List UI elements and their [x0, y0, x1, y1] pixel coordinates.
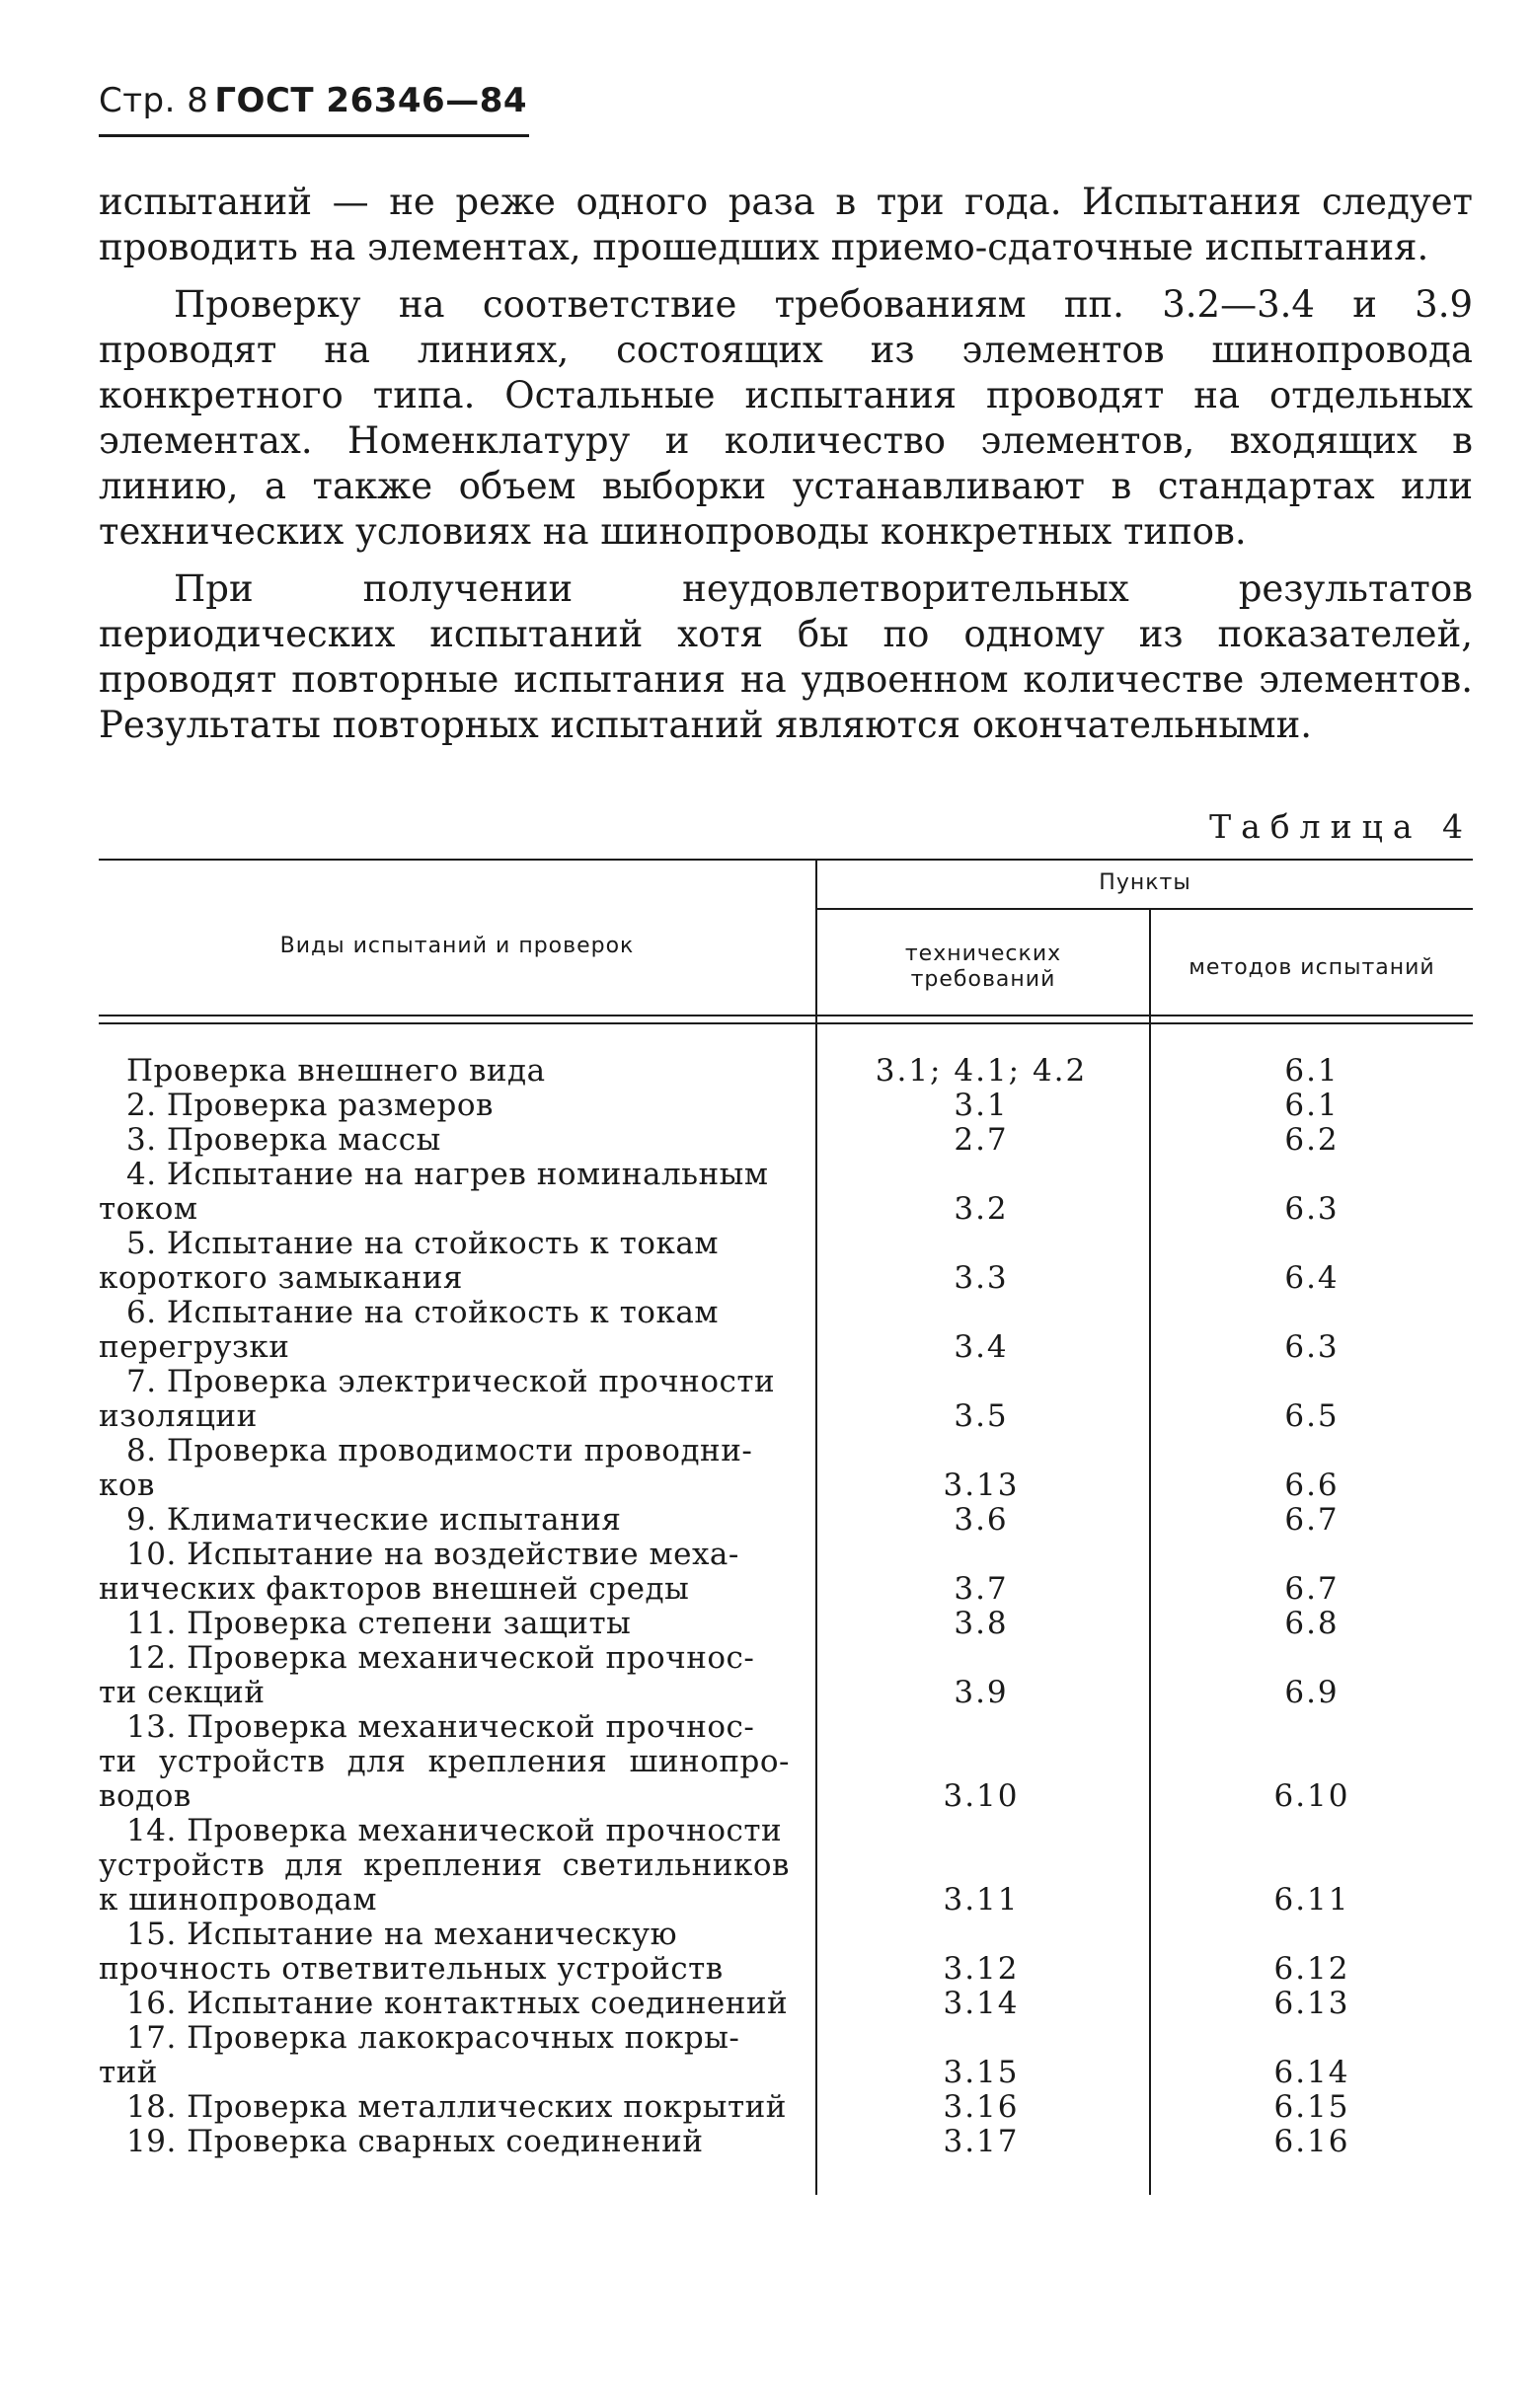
row-test-name-first: Проверка внешнего вида	[126, 1053, 546, 1089]
row-test-method: 6.5	[1284, 1398, 1340, 1434]
row-test-name-first: 6. Испытание на стойкость к токам	[126, 1295, 719, 1330]
row-tech-requirement: 3.14	[943, 1986, 1020, 2021]
paragraph-3: При получении неудовлетворительных результатов периодических испытаний хотя бы по одному из показателей, проводят повторные испытания на удвоенном количестве элементов. Результаты повторных испытаний являются окончательными.	[99, 567, 1473, 746]
row-test-name-first: 7. Проверка электрической прочности	[126, 1364, 776, 1399]
table-row	[99, 2021, 1473, 2090]
row-test-name-first: 3. Проверка массы	[126, 1122, 441, 1158]
paragraph-1: испытаний — не реже одного раза в три года. Испытания следует проводить на элементах, прошедших приемо-сдаточные испытания.	[99, 181, 1473, 268]
row-tech-requirement: 3.1	[954, 1088, 1009, 1123]
row-test-name	[99, 2021, 790, 2090]
row-test-method: 6.14	[1273, 2055, 1350, 2090]
row-test-name-first: 17. Проверка лакокрасочных покры-	[126, 2020, 740, 2056]
table-row	[99, 1503, 1473, 1538]
row-test-name	[99, 1227, 790, 1296]
row-test-name-first: 2. Проверка размеров	[126, 1088, 494, 1123]
table-row	[99, 2090, 1473, 2125]
row-test-name-first: 9. Климатические испытания	[126, 1502, 622, 1538]
row-test-method: 6.2	[1284, 1122, 1340, 1158]
row-test-method: 6.10	[1273, 1778, 1350, 1814]
page-number: Стр. 8	[99, 81, 209, 120]
row-test-name-rest: ти устройств для крепления шинопро- водов	[99, 1744, 790, 1814]
row-test-name-rest: ти секций	[99, 1675, 266, 1710]
header-items: Пункты	[1099, 870, 1191, 895]
table-row	[99, 1054, 1473, 1089]
row-test-name-first: 5. Испытание на стойкость к токам	[126, 1226, 719, 1261]
table-row	[99, 1296, 1473, 1365]
row-test-name-first: 18. Проверка металлических покрытий	[126, 2089, 787, 2125]
table-row	[99, 1918, 1473, 1987]
row-tech-requirement: 3.13	[943, 1467, 1020, 1503]
row-tech-requirement: 3.6	[954, 1502, 1009, 1538]
row-test-name	[99, 1918, 790, 1987]
row-test-name-first: 8. Проверка проводимости проводни-	[126, 1433, 753, 1468]
table-row	[99, 2125, 1473, 2159]
row-test-name-rest: короткого замыкания	[99, 1260, 463, 1296]
row-tech-requirement: 3.3	[954, 1260, 1009, 1296]
row-test-method: 6.1	[1284, 1088, 1340, 1123]
row-test-name-first: 16. Испытание контактных соединений	[126, 1986, 789, 2021]
row-test-name	[99, 1538, 790, 1607]
table-header-rule-2	[99, 1022, 1473, 1024]
row-test-name-first: 10. Испытание на воздействие меха-	[126, 1537, 739, 1572]
row-test-method: 6.16	[1273, 2124, 1350, 2159]
row-test-name	[99, 1054, 790, 1089]
table-row	[99, 1607, 1473, 1641]
row-test-name	[99, 1710, 790, 1814]
table-row	[99, 1538, 1473, 1607]
row-tech-requirement: 3.17	[943, 2124, 1020, 2159]
row-test-method: 6.1	[1284, 1053, 1340, 1089]
row-test-name	[99, 1158, 790, 1227]
row-test-name	[99, 1296, 790, 1365]
row-test-method: 6.9	[1284, 1675, 1340, 1710]
row-test-method: 6.7	[1284, 1502, 1340, 1538]
row-tech-requirement: 3.11	[943, 1882, 1020, 1918]
table-top-rule	[99, 859, 1473, 861]
table-row	[99, 1710, 1473, 1814]
table-row	[99, 1158, 1473, 1227]
row-test-name-rest: устройств для крепления светильников к шинопроводам	[99, 1847, 790, 1918]
row-tech-requirement: 3.15	[943, 2055, 1020, 2090]
row-tech-requirement: 3.16	[943, 2089, 1020, 2125]
row-test-method: 6.11	[1273, 1882, 1350, 1918]
row-tech-requirement: 3.1; 4.1; 4.2	[875, 1053, 1088, 1089]
table-row	[99, 1641, 1473, 1710]
paragraph-2: Проверку на соответствие требованиям пп. 3.2—3.4 и 3.9 проводят на линиях, состоящих из элементов шинопровода конкретного типа. Остальные испытания проводят на отдельных элементах. Номенклатуру и количество элементов, входящих в линию, а также объем выборки устанавливают в стандартах или технических условиях на шинопроводы конкретных типов.	[99, 283, 1473, 553]
row-test-method: 6.13	[1273, 1986, 1350, 2021]
header-tech	[817, 941, 1149, 993]
row-test-name-rest: тий	[99, 2055, 158, 2090]
row-test-name	[99, 1607, 790, 1641]
row-tech-requirement: 3.10	[943, 1778, 1020, 1814]
row-test-method: 6.4	[1284, 1260, 1340, 1296]
row-test-name-rest: перегрузки	[99, 1329, 290, 1365]
row-test-name	[99, 2090, 790, 2125]
header-tech-line1: технических	[904, 941, 1062, 966]
page-header	[99, 81, 527, 120]
header-tech-line2: требований	[910, 967, 1056, 992]
row-test-method: 6.15	[1273, 2089, 1350, 2125]
row-tech-requirement: 3.4	[954, 1329, 1009, 1365]
standard-designation: ГОСТ 26346—84	[214, 81, 528, 120]
row-test-method: 6.8	[1284, 1606, 1340, 1641]
row-tech-requirement: 3.12	[943, 1951, 1020, 1987]
row-test-name-rest: ков	[99, 1467, 155, 1503]
table-row	[99, 1814, 1473, 1918]
table-items-rule	[815, 908, 1473, 910]
table-body	[99, 1054, 1473, 2159]
row-test-method: 6.12	[1273, 1951, 1350, 1987]
header-methods: методов испытаний	[1189, 955, 1435, 980]
header-types: Виды испытаний и проверок	[279, 934, 635, 958]
row-test-name-first: 14. Проверка механической прочности	[126, 1813, 783, 1848]
table-row	[99, 1089, 1473, 1123]
table-row	[99, 1987, 1473, 2021]
row-test-name	[99, 1434, 790, 1503]
row-test-name-first: 13. Проверка механической прочнос-	[126, 1709, 755, 1745]
row-tech-requirement: 3.2	[954, 1191, 1009, 1227]
table-header-rule-1	[99, 1015, 1473, 1016]
row-test-name	[99, 1089, 790, 1123]
row-test-name	[99, 2125, 790, 2159]
row-test-name-first: 4. Испытание на нагрев номинальным	[126, 1157, 769, 1192]
row-test-name-first: 15. Испытание на механическую	[126, 1917, 678, 1952]
row-test-name	[99, 1365, 790, 1434]
row-tech-requirement: 3.8	[954, 1606, 1009, 1641]
row-test-name	[99, 1987, 790, 2021]
row-test-name-first: 12. Проверка механической прочнос-	[126, 1640, 755, 1676]
row-tech-requirement: 3.7	[954, 1571, 1009, 1607]
row-tech-requirement: 3.5	[954, 1398, 1009, 1434]
row-test-method: 6.6	[1284, 1467, 1340, 1503]
table-row	[99, 1365, 1473, 1434]
table-row	[99, 1227, 1473, 1296]
table-row	[99, 1434, 1473, 1503]
body-text	[99, 180, 1473, 760]
row-test-name	[99, 1641, 790, 1710]
row-test-method: 6.7	[1284, 1571, 1340, 1607]
row-test-name-first: 11. Проверка степени защиты	[126, 1606, 632, 1641]
row-test-method: 6.3	[1284, 1191, 1340, 1227]
row-tech-requirement: 3.9	[954, 1675, 1009, 1710]
row-test-name-rest: нических факторов внешней среды	[99, 1571, 690, 1607]
table-row	[99, 1123, 1473, 1158]
row-test-name-rest: изоляции	[99, 1398, 258, 1434]
row-test-name	[99, 1503, 790, 1538]
row-test-name	[99, 1123, 790, 1158]
table-caption: Таблица 4	[1209, 807, 1473, 846]
row-test-method: 6.3	[1284, 1329, 1340, 1365]
header-rule	[99, 134, 529, 137]
row-test-name	[99, 1814, 790, 1918]
row-test-name-first: 19. Проверка сварных соединений	[126, 2124, 704, 2159]
row-test-name-rest: током	[99, 1191, 198, 1227]
row-tech-requirement: 2.7	[954, 1122, 1009, 1158]
row-test-name-rest: прочность ответвительных устройств	[99, 1951, 724, 1987]
